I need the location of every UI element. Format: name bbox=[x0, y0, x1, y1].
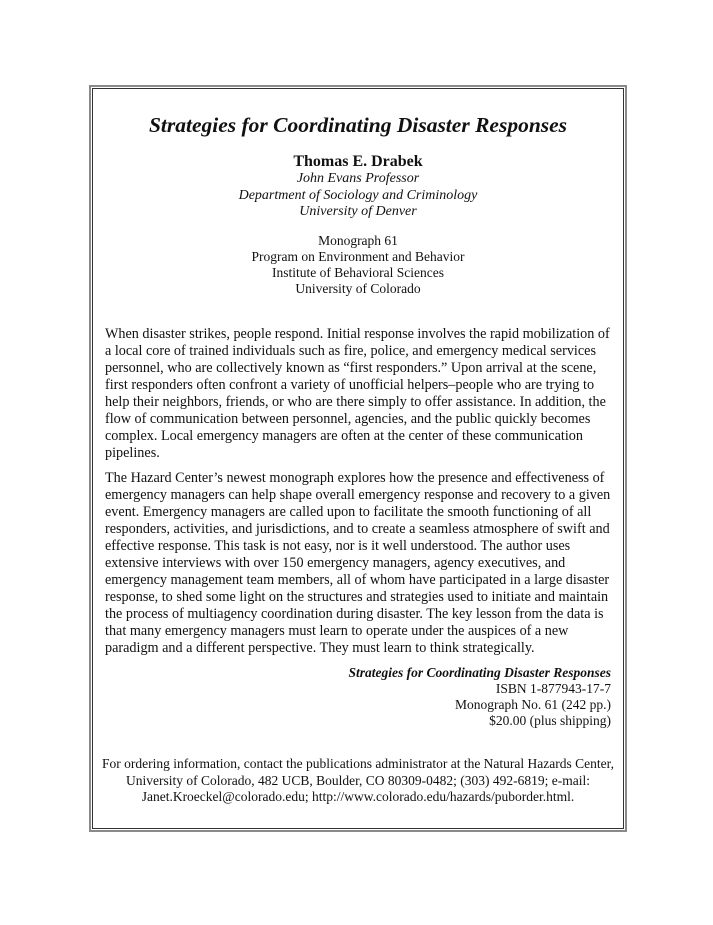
footer-end: . bbox=[570, 789, 575, 804]
footer-line-2: University of Colorado, 482 UCB, Boulder, CO 80309-0482; (303) 492-6819; e-mail: bbox=[125, 772, 591, 788]
monograph-info bbox=[105, 233, 611, 297]
order-title: Strategies for Coordinating Disaster Responses bbox=[348, 665, 611, 680]
footer-line-1: For ordering information, contact the publications administrator at the Natural Hazards Center, bbox=[102, 756, 614, 771]
order-monograph-pages: Monograph No. 61 (242 pp.) bbox=[455, 697, 611, 712]
footer-separator: ; bbox=[304, 789, 312, 804]
footer-line-3 bbox=[95, 789, 621, 806]
author-name: Thomas E. Drabek bbox=[293, 153, 423, 170]
body-paragraph-1: When disaster strikes, people respond. Initial response involves the rapid mobilization of a local core of trained individuals such as fire, police, and emergency medical services personnel, who are collectively known as “first responders.” Upon arrival at the scene, first responders often confront a variety of unofficial helpers–people who are trying to help their neighbors, friends, or who are there simply to offer assistance. In addition, the flow of communication between personnel, agencies, and the public quickly becomes complex. Local emergency managers are often at the center of these communication pipelines. bbox=[105, 326, 610, 461]
monograph-program: Program on Environment and Behavior bbox=[251, 249, 465, 264]
author-department: Department of Sociology and Criminology bbox=[238, 187, 478, 203]
document-title: Strategies for Coordinating Disaster Responses bbox=[148, 113, 568, 137]
monograph-institute: Institute of Behavioral Sciences bbox=[271, 265, 445, 280]
monograph-university: University of Colorado bbox=[295, 281, 421, 296]
author-position: John Evans Professor bbox=[296, 171, 420, 186]
monograph-number: Monograph 61 bbox=[318, 233, 398, 248]
author-block bbox=[105, 152, 611, 221]
body-paragraph-2: The Hazard Center’s newest monograph explores how the presence and effectiveness of emergency managers can help shape overall emergency response and recovery to a given event. Emergency managers are called upon to facilitate the smooth functioning of all responders, activities, and jurisdictions, and to create a seamless atmosphere of swift and effective response. This task is not easy, nor is it well understood. The author uses extensive interviews with over 150 emergency managers, agency executives, and emergency management team members, all of whom have participated in a large disaster response, to shed some light on the structures and strategies used to initiate and maintain the process of multiagency coordination during disaster. The key lesson from the data is that many emergency managers must learn to operate under the auspices of a new paradigm and a different perspective. They must learn to think strategically. bbox=[105, 470, 611, 656]
order-isbn: ISBN 1-877943-17-7 bbox=[495, 681, 611, 696]
order-details bbox=[348, 665, 611, 729]
footer-email-link[interactable]: Janet.Kroeckel@colorado.edu bbox=[141, 789, 305, 804]
ordering-footer bbox=[95, 756, 621, 806]
author-university: University of Denver bbox=[299, 204, 417, 219]
footer-url-link[interactable]: http://www.colorado.edu/hazards/puborder.html bbox=[311, 789, 571, 804]
order-price: $20.00 (plus shipping) bbox=[489, 713, 611, 728]
